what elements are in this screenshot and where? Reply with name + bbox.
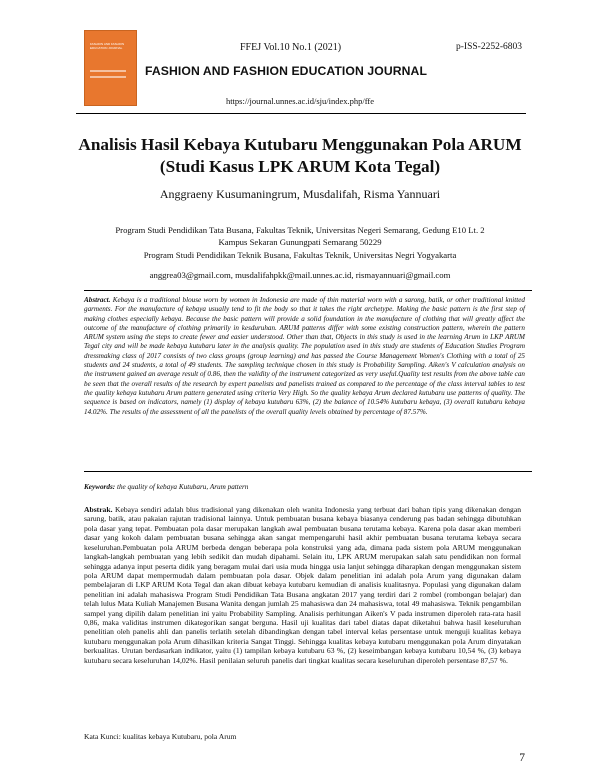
abstract-id: [84, 505, 521, 665]
author-emails: anggrea03@gmail.com, musdalifahpkk@mail.unnes.ac.id, rismayannuari@gmail.com: [149, 270, 451, 280]
abstrak-text: Kebaya sendiri adalah blus tradisional yang dikenakan oleh wanita Indonesia yang terbuat dari bahan tipis yang dikenakan dengan sarung, batik, atau pakaian rajutan tradisional lainnya. Untuk pembuatan busana kebaya biasanya cenderung pas badan sehingga dibutuhkan pola dasar yang tepat. Pembuatan pola dasar merupakan langkah awal pembuatan busana terutama kebaya. Karena pola dasar akan memberi dasar yang kokoh dalam pembuatan busana sehingga akan sangat mempengaruhi hasil akhir pembuatan busana terutama kebaya secara keseluruhan.Pembuatan pola ARUM berbeda dengan beberapa pola konstruksi yang ada, dimana pada sistem pola ARUM menggunakan langkah-langkah pembuatan yang lebih sedikit dan mudah dipahami. Selain itu, LPK ARUM merupakan salah satu pendidikan non formal sehingga adanya input peserta didik yang beragam mulai dari usia muda hingga usia lanjut sehingga diharapkan dengan menggunakan sistem pola ARUM dapat mempermudah dalam pembuatan pola dasar. Objek dalam penelitian ini adalah pola Arum yang digunakan dalam pembelajaran di LKP ARUM Kota Tegal dan akan dibuat kebaya kutubaru kemudian di analisis kualitasnya. Populasi yang digunakan dalam penelitian ini adalah mahasiswa Program Studi Pendidikan Tata Busana angkatan 2017 yang terdiri dari 2 rombel (rombongan belajar) dan telah lulus Mata Kuliah Manajemen Busana Wanita dengan jumlah 25 mahasiswa dan 24 mahasiswa, total 49 mahasiswa. Teknik pengambilan sampel yang dipilih dalam penelitian ini yaitu Probability Sampling. Analisis perhitungan Aiken's V pada instrumen diperoleh rata-rata hasil 0,86, maka validitas instrumen dikategorikan sangat berguna. Hasil uji kualitas dari tabel diatas dapat diketahui bahwa hasil keseluruhan penelitian oleh panelis ahli dan panelis terlatih setelah dibandingkan dengan tabel interval kelas persentase untuk menguji kualitas kebaya kutubaru menggunakan pola Arum dihasilkan kriteria Sangat Tinggi. Sehingga kualitas kebaya kutubaru menggunakan pola Arum dinyatakan berkualitas. Urutan berdasarkan indikator, yaitu (1) tampilan kebaya kutubaru 63 %, (2) keseimbangan kebaya kutubaru 10,54 %, (3) kebaya kutubaru secara keseluruhan 14,02%. Hasil penilaian seluruh panelis dari tingkat kualitas secara keseluruhan diperoleh persentase 87,57 %.: [84, 505, 521, 665]
abstract-en: [84, 296, 525, 417]
journal-url[interactable]: https://journal.unnes.ac.id/sju/index.php/ffe: [225, 96, 375, 106]
paper-title: [40, 134, 560, 178]
author-list: Anggraeny Kusumaningrum, Musdalifah, Risma Yannuari: [159, 187, 441, 201]
keywords-label: Keywords:: [84, 483, 116, 491]
cover-title: FASHION AND FASHION EDUCATION JOURNAL: [90, 42, 125, 50]
abstract-text: Kebaya is a traditional blouse worn by women in Indonesia are made of thin material worn with a sarong, batik, or other traditional knitted garments. For the manufacture of kebaya usually tend to fit the body so that it takes the right archetype. Making the basic pattern is the first step of making clothes especially kebaya. Because the basic pattern will provide a solid foundation in the manufacture of clothing that will greatly affect the outcome of the manufacture of clothing primarily in kesduruhan. ARUM patterns differ with some existing construction pattern, wherein the pattern ARUM system using the steps to create fewer and easier understood. Other than that, Objects in this study is used in the learning Arum in LKP ARUM Tegal city and will be made kebaya kutubaru later in the analysis quality. The population used in this study are students of Education Studies Program dressmaking class of 2017 consists of two class groups (group learning) and has passed the Course Management Women's Clothing with a total of 25 students and 24 students, a total of 49 students. The sampling technique chosen in this study is Probability Sampling. Aiken's V calculation analysis on the instrument gained an average result of 0.86, then the validity of the instrument categorized as very useful.Quality test results from the above table can be seen that the overall results of the research by expert panelists and panelists trained as compared to the percentage of the class interval tables to test the quality kebaya kutubaru Arum pattern generated using criteria Very High. So the quality kebaya Arum declared kutubaru use patterns of quality. The sequence is based on indicators, namely (1) display of kebaya kutubaru 63%, (2) the balance of 10.54% kutubaru kebaya, (3) overall kutubaru kebaya 14.02%. The results of the assessment of all the panelists of the overall quality levels obtained by percentage of 87.57%.: [84, 296, 525, 416]
paper-title-line-1: Analisis Hasil Kebaya Kutubaru Menggunakan Pola ARUM: [78, 135, 522, 154]
abstract-label: Abstract.: [84, 296, 111, 304]
journal-name: FASHION AND FASHION EDUCATION JOURNAL: [145, 64, 427, 78]
journal-cover-thumbnail: [84, 30, 137, 106]
affiliation-line: Program Studi Pendidikan Tata Busana, Fakultas Teknik, Universitas Negeri Semarang, Gedung E10 Lt. 2: [115, 225, 485, 235]
cover-stripe: [90, 76, 126, 78]
kata-kunci: Kata Kunci: kualitas kebaya Kutubaru, pola Arum: [84, 732, 237, 741]
keywords: [84, 483, 525, 491]
journal-volume: FFEJ Vol.10 No.1 (2021): [240, 42, 342, 53]
cover-stripe: [90, 70, 126, 72]
page-number: 7: [519, 752, 525, 764]
affiliations: [70, 224, 530, 261]
paper-title-line-2: (Studi Kasus LPK ARUM Kota Tegal): [159, 157, 441, 176]
abstrak-label: Abstrak.: [84, 505, 113, 514]
affiliation-line: Kampus Sekaran Gunungpati Semarang 50229: [218, 237, 382, 248]
affiliation-line: Program Studi Pendidikan Teknik Busana, Fakultas Teknik, Universitas Negri Yogyakarta: [143, 249, 457, 260]
keywords-text: the quality of kebaya Kutubaru, Arum pattern: [116, 483, 249, 491]
header-divider: [76, 113, 526, 114]
journal-issn: p-ISS-2252-6803: [456, 42, 522, 52]
